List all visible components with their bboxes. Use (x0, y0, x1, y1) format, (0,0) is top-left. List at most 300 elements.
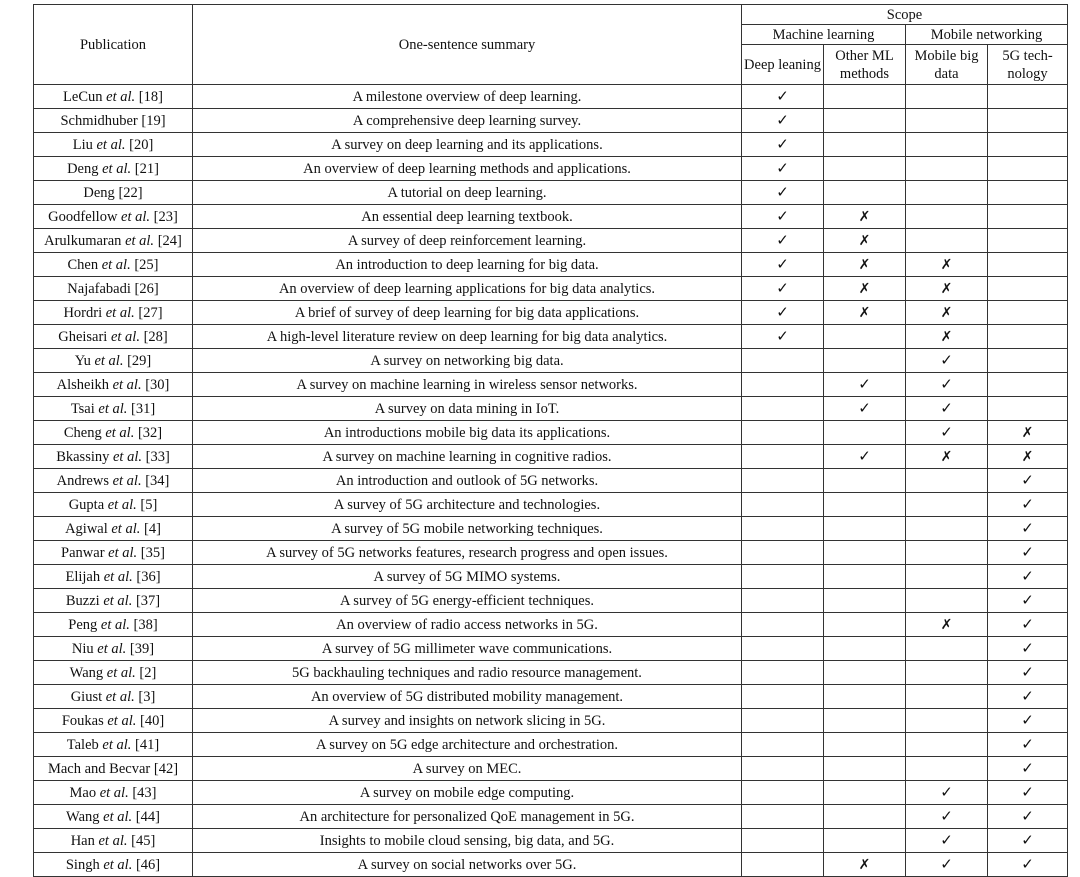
et-al: et al. (100, 616, 130, 633)
check-icon: ✓ (1021, 519, 1034, 537)
publication-cell (34, 517, 193, 541)
reference-number: [46] (135, 856, 161, 873)
et-al: et al. (112, 472, 142, 489)
mobile-big-data-cell (906, 157, 988, 181)
author-name: Alsheikh (56, 376, 109, 393)
deep-learning-cell (742, 349, 824, 373)
cross-icon: ✗ (940, 616, 953, 633)
other-ml-cell (824, 661, 906, 685)
check-icon: ✓ (776, 135, 789, 153)
other-ml-cell (824, 709, 906, 733)
deep-learning-cell (742, 565, 824, 589)
publication-cell (34, 805, 193, 829)
check-icon: ✓ (1021, 759, 1034, 777)
mobile-big-data-cell (906, 133, 988, 157)
check-icon: ✓ (776, 327, 789, 345)
deep-learning-cell (742, 301, 824, 325)
check-icon: ✓ (1021, 711, 1034, 729)
reference-number: [4] (144, 520, 161, 537)
table-row (34, 253, 1068, 277)
check-icon: ✓ (858, 447, 871, 465)
reference-number: [22] (118, 184, 143, 201)
et-al: et al. (102, 160, 132, 177)
other-ml-cell (824, 853, 906, 877)
publication-cell (34, 349, 193, 373)
author-name: Wang (69, 664, 104, 681)
et-al: et al. (105, 304, 135, 321)
mobile-big-data-cell (906, 853, 988, 877)
mobile-big-data-cell (906, 445, 988, 469)
publication-cell (34, 709, 193, 733)
et-al: et al. (107, 712, 137, 729)
other-ml-cell (824, 397, 906, 421)
other-ml-cell (824, 109, 906, 133)
deep-learning-cell (742, 157, 824, 181)
et-al: et al. (121, 208, 151, 225)
table-row (34, 445, 1068, 469)
author-name: Han (70, 832, 95, 849)
5g-technology-cell (988, 853, 1068, 877)
check-icon: ✓ (1021, 567, 1034, 585)
mobile-big-data-cell (906, 493, 988, 517)
mobile-big-data-cell (906, 613, 988, 637)
mobile-big-data-cell (906, 733, 988, 757)
publication-cell (34, 757, 193, 781)
author-name: LeCun (63, 88, 103, 105)
summary-cell: A survey on data mining in IoT. (193, 397, 742, 421)
reference-number: [31] (131, 400, 156, 417)
check-icon: ✓ (776, 255, 789, 273)
other-ml-cell (824, 805, 906, 829)
check-icon: ✓ (776, 87, 789, 105)
5g-technology-cell (988, 541, 1068, 565)
reference-number: [35] (140, 544, 165, 561)
deep-learning-cell (742, 253, 824, 277)
table-row (34, 157, 1068, 181)
deep-learning-cell (742, 733, 824, 757)
5g-technology-cell (988, 733, 1068, 757)
author-name: Niu (71, 640, 94, 657)
reference-number: [21] (134, 160, 159, 177)
et-al: et al. (106, 664, 136, 681)
5g-technology-cell (988, 709, 1068, 733)
et-al: et al. (107, 496, 137, 513)
et-al: et al. (94, 352, 124, 369)
other-ml-cell (824, 85, 906, 109)
5g-technology-cell (988, 757, 1068, 781)
summary-cell: A brief of survey of deep learning for big data applications. (193, 301, 742, 325)
publication-cell (34, 181, 193, 205)
reference-number: [39] (129, 640, 155, 657)
5g-technology-cell (988, 613, 1068, 637)
deep-learning-cell (742, 229, 824, 253)
summary-cell: A survey on mobile edge computing. (193, 781, 742, 805)
other-ml-cell (824, 565, 906, 589)
reference-number: [38] (133, 616, 158, 633)
deep-learning-cell (742, 829, 824, 853)
check-icon: ✓ (858, 375, 871, 393)
check-icon: ✓ (776, 303, 789, 321)
deep-learning-cell (742, 181, 824, 205)
other-ml-cell (824, 517, 906, 541)
author-name: Andrews (56, 472, 109, 489)
5g-technology-cell (988, 589, 1068, 613)
author-name: Wang (66, 808, 100, 825)
cross-icon: ✗ (858, 304, 871, 321)
publication-cell (34, 685, 193, 709)
table-row (34, 205, 1068, 229)
et-al: et al. (106, 88, 136, 105)
et-al: et al. (98, 832, 128, 849)
summary-cell: An architecture for personalized QoE management in 5G. (193, 805, 742, 829)
table-row (34, 301, 1068, 325)
survey-comparison-table (33, 4, 1068, 877)
reference-number: [25] (134, 256, 159, 273)
check-icon: ✓ (940, 351, 953, 369)
reference-number: [20] (129, 136, 154, 153)
5g-technology-cell (988, 565, 1068, 589)
table-row (34, 733, 1068, 757)
publication-cell (34, 325, 193, 349)
author-name: Tsai (70, 400, 95, 417)
check-icon: ✓ (1021, 591, 1034, 609)
deep-learning-cell (742, 613, 824, 637)
reference-number: [33] (145, 448, 170, 465)
reference-number: [34] (145, 472, 170, 489)
table-row (34, 637, 1068, 661)
mobile-big-data-cell (906, 565, 988, 589)
5g-technology-cell (988, 469, 1068, 493)
publication-cell (34, 853, 193, 877)
publication-cell (34, 613, 193, 637)
publication-cell (34, 229, 193, 253)
summary-cell: A high-level literature review on deep learning for big data analytics. (193, 325, 742, 349)
summary-cell: A milestone overview of deep learning. (193, 85, 742, 109)
deep-learning-cell (742, 637, 824, 661)
publication-cell (34, 733, 193, 757)
machine-learning-group-header: Machine learning (742, 25, 906, 45)
et-al: et al. (97, 640, 127, 657)
summary-cell: Insights to mobile cloud sensing, big data, and 5G. (193, 829, 742, 853)
author-name: Hordri (63, 304, 103, 321)
summary-cell: An overview of radio access networks in 5G. (193, 613, 742, 637)
publication-cell (34, 469, 193, 493)
deep-learning-cell (742, 133, 824, 157)
summary-cell: An overview of deep learning methods and applications. (193, 157, 742, 181)
summary-cell: A survey on networking big data. (193, 349, 742, 373)
5g-technology-cell (988, 133, 1068, 157)
other-ml-cell (824, 541, 906, 565)
table-row (34, 373, 1068, 397)
table-row (34, 589, 1068, 613)
author-name: Peng (68, 616, 98, 633)
author-name: Goodfellow (48, 208, 118, 225)
author-name: Taleb (66, 736, 99, 753)
summary-cell: An introduction and outlook of 5G networks. (193, 469, 742, 493)
et-al: et al. (113, 448, 142, 465)
author-name: Singh (65, 856, 100, 873)
author-name: Liu (72, 136, 93, 153)
mobile-big-data-cell (906, 421, 988, 445)
mobile-big-data-cell (906, 781, 988, 805)
publication-cell (34, 589, 193, 613)
deep-learning-cell (742, 325, 824, 349)
publication-cell (34, 373, 193, 397)
reference-number: [40] (139, 712, 165, 729)
other-ml-cell (824, 301, 906, 325)
deep-learning-cell (742, 685, 824, 709)
publication-cell (34, 253, 193, 277)
et-al: et al. (101, 256, 131, 273)
other-ml-cell (824, 637, 906, 661)
other-ml-cell (824, 181, 906, 205)
table-row (34, 349, 1068, 373)
summary-cell: A comprehensive deep learning survey. (193, 109, 742, 133)
5g-technology-cell (988, 397, 1068, 421)
mobile-big-data-cell (906, 253, 988, 277)
reference-number: [44] (135, 808, 160, 825)
deep-learning-cell (742, 493, 824, 517)
deep-learning-cell (742, 469, 824, 493)
other-ml-cell (824, 493, 906, 517)
publication-cell (34, 493, 193, 517)
mobile-big-data-cell (906, 85, 988, 109)
reference-number: [41] (135, 736, 160, 753)
mobile-big-data-cell (906, 805, 988, 829)
check-icon: ✓ (940, 807, 953, 825)
summary-cell: A survey on machine learning in wireless sensor networks. (193, 373, 742, 397)
check-icon: ✓ (776, 183, 789, 201)
publication-cell (34, 541, 193, 565)
deep-learning-cell (742, 421, 824, 445)
other-ml-cell (824, 205, 906, 229)
deep-learning-cell (742, 205, 824, 229)
reference-number: [32] (137, 424, 163, 441)
publication-cell (34, 301, 193, 325)
publication-cell (34, 421, 193, 445)
check-icon: ✓ (940, 783, 953, 801)
check-icon: ✓ (776, 207, 789, 225)
et-al: et al. (96, 136, 126, 153)
reference-number: [5] (140, 496, 158, 513)
mobile-big-data-cell (906, 709, 988, 733)
table-header (34, 5, 1068, 85)
mobile-big-data-column-header: Mobile big data (906, 45, 988, 85)
mobile-big-data-cell (906, 109, 988, 133)
publication-cell (34, 661, 193, 685)
et-al: et al. (105, 424, 135, 441)
check-icon: ✓ (940, 375, 953, 393)
table-row (34, 133, 1068, 157)
summary-cell: A survey and insights on network slicing in 5G. (193, 709, 742, 733)
table-row (34, 85, 1068, 109)
author-name: Arulkumaran (44, 232, 122, 249)
other-ml-cell (824, 613, 906, 637)
table-row (34, 613, 1068, 637)
deep-learning-cell (742, 109, 824, 133)
et-al: et al. (103, 808, 133, 825)
author-name: Gupta (68, 496, 105, 513)
mobile-big-data-cell (906, 373, 988, 397)
check-icon: ✓ (1021, 783, 1034, 801)
summary-cell: A survey on social networks over 5G. (193, 853, 742, 877)
author-name: Cheng (63, 424, 102, 441)
other-ml-cell (824, 469, 906, 493)
author-name: Gheisari (58, 328, 108, 345)
mobile-big-data-cell (906, 469, 988, 493)
table-row (34, 709, 1068, 733)
summary-cell: A survey of 5G mobile networking techniques. (193, 517, 742, 541)
deep-learning-cell (742, 589, 824, 613)
5g-technology-cell (988, 517, 1068, 541)
reference-number: [3] (138, 688, 156, 705)
table-row (34, 805, 1068, 829)
other-ml-cell (824, 253, 906, 277)
cross-icon: ✗ (1021, 448, 1034, 465)
5g-technology-cell (988, 181, 1068, 205)
5g-technology-cell (988, 277, 1068, 301)
reference-number: [42] (153, 760, 179, 777)
cross-icon: ✗ (940, 280, 953, 297)
5g-technology-cell (988, 349, 1068, 373)
et-al: et al. (99, 784, 129, 801)
summary-cell: A survey on deep learning and its applications. (193, 133, 742, 157)
5g-technology-cell (988, 685, 1068, 709)
publication-cell (34, 829, 193, 853)
5g-technology-cell (988, 301, 1068, 325)
reference-number: [18] (138, 88, 163, 105)
deep-learning-cell (742, 517, 824, 541)
other-ml-cell (824, 349, 906, 373)
summary-cell: A survey of 5G networks features, research progress and open issues. (193, 541, 742, 565)
mobile-big-data-cell (906, 685, 988, 709)
mobile-big-data-cell (906, 277, 988, 301)
5g-technology-cell (988, 829, 1068, 853)
reference-number: [45] (131, 832, 156, 849)
check-icon: ✓ (1021, 495, 1034, 513)
reference-number: [26] (134, 280, 159, 297)
table-row (34, 229, 1068, 253)
author-name: Yu (74, 352, 91, 369)
publication-cell (34, 781, 193, 805)
summary-cell: 5G backhauling techniques and radio resource management. (193, 661, 742, 685)
table-row (34, 109, 1068, 133)
et-al: et al. (112, 376, 142, 393)
check-icon: ✓ (1021, 735, 1034, 753)
cross-icon: ✗ (858, 280, 871, 297)
author-name: Najafabadi (67, 280, 131, 297)
summary-cell: A survey on 5G edge architecture and orchestration. (193, 733, 742, 757)
mobile-big-data-cell (906, 325, 988, 349)
other-ml-cell (824, 157, 906, 181)
publication-cell (34, 157, 193, 181)
author-name: Bkassiny (56, 448, 110, 465)
5g-technology-cell (988, 637, 1068, 661)
summary-cell: An essential deep learning textbook. (193, 205, 742, 229)
deep-learning-cell (742, 781, 824, 805)
cross-icon: ✗ (940, 304, 953, 321)
publication-cell (34, 109, 193, 133)
check-icon: ✓ (1021, 807, 1034, 825)
other-ml-cell (824, 733, 906, 757)
table-row (34, 421, 1068, 445)
other-ml-cell (824, 589, 906, 613)
5g-technology-cell (988, 157, 1068, 181)
other-ml-cell (824, 229, 906, 253)
deep-learning-cell (742, 853, 824, 877)
publication-cell (34, 637, 193, 661)
table-row (34, 325, 1068, 349)
check-icon: ✓ (1021, 687, 1034, 705)
reference-number: [24] (157, 232, 182, 249)
check-icon: ✓ (1021, 471, 1034, 489)
author-name: Agiwal (65, 520, 108, 537)
deep-learning-column-header: Deep leaning (742, 45, 824, 85)
mobile-big-data-cell (906, 829, 988, 853)
survey-table-container (33, 4, 1067, 877)
5g-technology-cell (988, 661, 1068, 685)
summary-cell: A survey on machine learning in cognitive radios. (193, 445, 742, 469)
check-icon: ✓ (1021, 663, 1034, 681)
table-row (34, 661, 1068, 685)
et-al: et al. (105, 688, 135, 705)
cross-icon: ✗ (940, 448, 953, 465)
summary-cell: A survey of 5G energy-efficient techniques. (193, 589, 742, 613)
deep-learning-cell (742, 541, 824, 565)
table-row (34, 469, 1068, 493)
5g-technology-cell (988, 421, 1068, 445)
mobile-big-data-cell (906, 757, 988, 781)
reference-number: [29] (127, 352, 152, 369)
mobile-big-data-cell (906, 349, 988, 373)
5g-technology-cell (988, 493, 1068, 517)
et-al: et al. (102, 736, 132, 753)
author-name: Schmidhuber (60, 112, 138, 129)
author-name: Chen (67, 256, 99, 273)
other-ml-cell (824, 757, 906, 781)
5g-technology-cell (988, 109, 1068, 133)
reference-number: [27] (138, 304, 163, 321)
publication-cell (34, 277, 193, 301)
other-ml-cell (824, 445, 906, 469)
check-icon: ✓ (1021, 615, 1034, 633)
cross-icon: ✗ (858, 256, 871, 273)
other-ml-cell (824, 685, 906, 709)
mobile-networking-group-header: Mobile networking (906, 25, 1068, 45)
summary-cell: A survey of 5G millimeter wave communications. (193, 637, 742, 661)
other-ml-cell (824, 325, 906, 349)
author-name: Foukas (61, 712, 104, 729)
mobile-big-data-cell (906, 589, 988, 613)
summary-header: One-sentence summary (193, 5, 742, 85)
deep-learning-cell (742, 805, 824, 829)
publication-cell (34, 445, 193, 469)
cross-icon: ✗ (858, 208, 871, 225)
scope-header: Scope (742, 5, 1068, 25)
et-al: et al. (111, 520, 141, 537)
mobile-big-data-cell (906, 637, 988, 661)
deep-learning-cell (742, 709, 824, 733)
table-row (34, 829, 1068, 853)
other-ml-cell (824, 829, 906, 853)
deep-learning-cell (742, 373, 824, 397)
author-name: Elijah (65, 568, 101, 585)
mobile-big-data-cell (906, 517, 988, 541)
et-al: et al. (103, 856, 133, 873)
publication-cell (34, 205, 193, 229)
deep-learning-cell (742, 85, 824, 109)
other-ml-cell (824, 373, 906, 397)
